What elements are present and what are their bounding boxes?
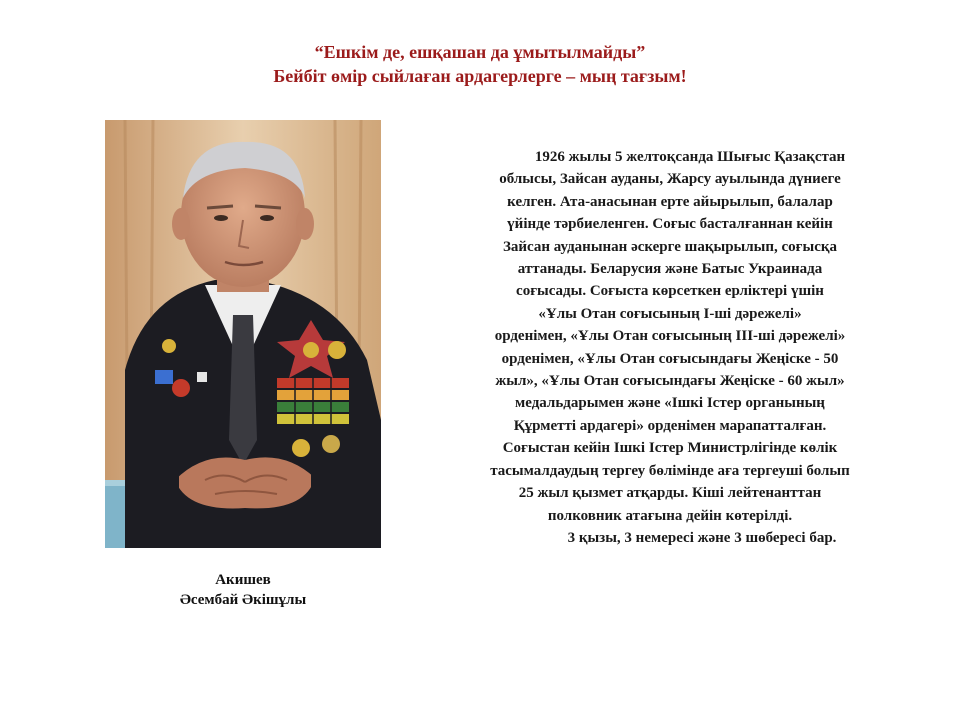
bio-line: келген. Ата-анасынан ерте айырылып, балалар (507, 193, 833, 210)
bio-line: медальдарымен және «Ішкі Істер органының (515, 395, 825, 412)
heading-dedication: Бейбіт өмір сыйлаған ардагерлерге – мың тағзым! (273, 66, 687, 86)
bio-line: соғысады. Соғыста көрсеткен ерліктері үшін (516, 283, 824, 300)
bio-line: тасымалдаудың тергеу бөлімінде аға тергеуші болып (490, 462, 850, 479)
bio-line: Құрметті ардагері» орденімен марапатталған. (513, 417, 827, 434)
bio-line: 25 жыл қызмет атқарды. Кіші лейтенанттан (518, 485, 822, 502)
bio-line: «Ұлы Отан соғысының І-ші дәрежелі» (538, 305, 802, 322)
bio-line: аттанады. Беларусия және Батыс Украинада (517, 261, 823, 278)
caption-surname: Акишев (215, 572, 271, 588)
bio-line: 3 қызы, 3 немересі және 3 шөбересі бар. (567, 529, 837, 546)
bio-line: полковник атағына дейін көтерілді. (547, 507, 793, 524)
portrait-caption (105, 570, 381, 610)
bio-line: үйінде тәрбиеленген. Соғыс басталғаннан кейін (507, 216, 833, 233)
veteran-portrait-photo (105, 120, 381, 548)
heading-quote: “Ешкім де, ешқашан да ұмытылмайды” (314, 42, 646, 62)
bio-line: жыл», «Ұлы Отан соғысындағы Жеңіске - 60 жыл» (495, 373, 845, 390)
bio-line: 1926 жылы 5 желтоқсанда Шығыс Қазақстан (534, 149, 846, 165)
bio-line: орденімен, «Ұлы Отан соғысындағы Жеңіске - 50 (501, 350, 839, 367)
bio-line: орденімен, «Ұлы Отан соғысының ІІІ-ші дәрежелі» (494, 328, 846, 345)
bio-line: Соғыстан кейін Ішкі Істер Министрлігінде көлік (502, 440, 838, 457)
bio-line: облысы, Зайсан ауданы, Жарсу ауылында дүниеге (499, 171, 841, 188)
caption-fullname: Әсембай Әкішұлы (179, 592, 307, 608)
biography-text (440, 146, 900, 549)
page-heading (0, 40, 960, 88)
bio-line: Зайсан ауданынан әскерге шақырылып, соғысқа (503, 238, 837, 255)
